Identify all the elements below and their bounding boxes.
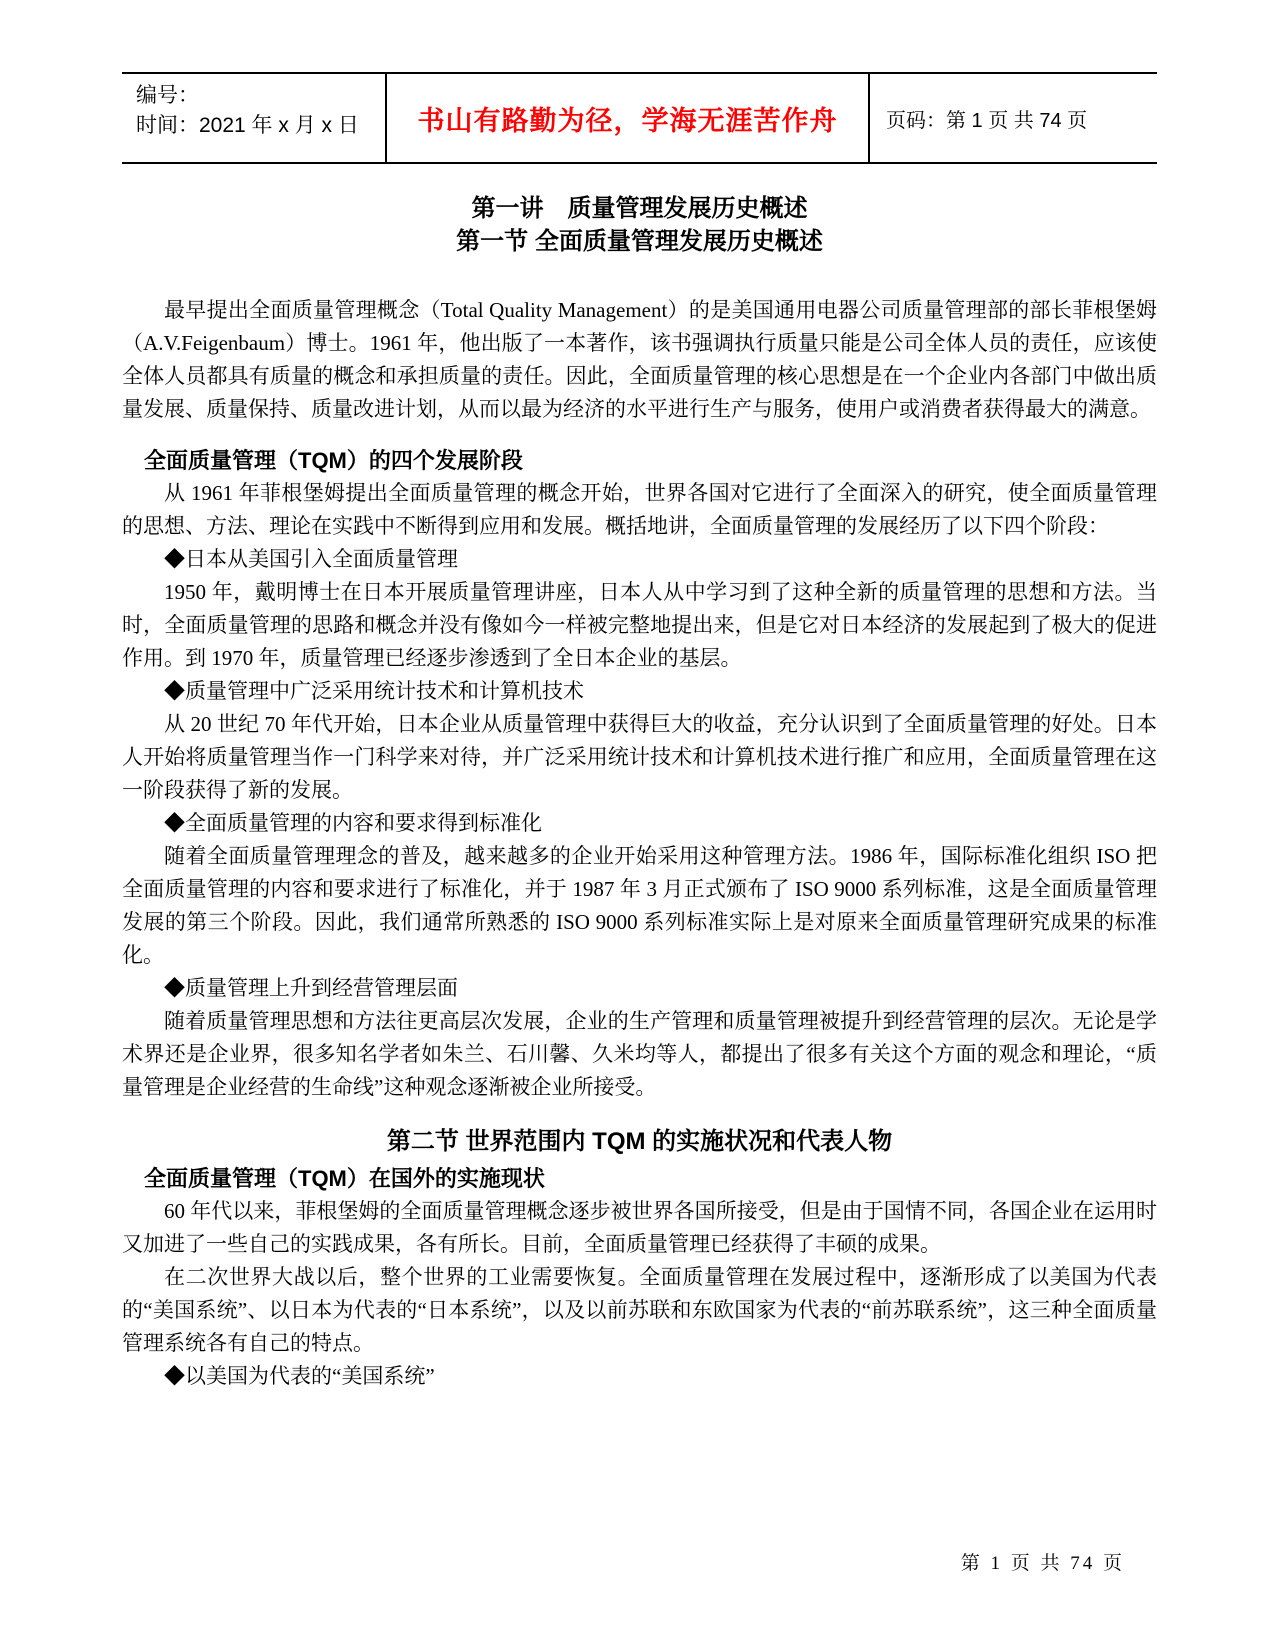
paragraph: 60 年代以来，菲根堡姆的全面质量管理概念逐步被世界各国所接受，但是由于国情不同，各国企业在运用时又加进了一些自己的实践成果，各有所长。目前，全面质量管理已经获得了丰硕的成果。 xyxy=(122,1199,1157,1256)
paragraph: 最早提出全面质量管理概念（Total Quality Management）的是美国通用电器公司质量管理部的部长菲根堡姆（A.V.Feigenbaum）博士。1961 年，他出版了一本著作，该书强调执行质量只能是公司全体人员的责任，应该使全体人员都具有质量的概念和承担质量的责任。因此，全面质量管理的核心思想是在一个企业内各部门中做出质量发展、质量保持、质量改进计划，从而以最为经济的水平进行生产与服务，使用户或消费者获得最大的满意。 xyxy=(122,298,1157,421)
page-number-label: 页码：第 1 页 共 74 页 xyxy=(886,109,1088,132)
paragraph: 从 20 世纪 70 年代开始，日本企业从质量管理中获得巨大的收益，充分认识到了全面质量管理的好处。日本人开始将质量管理当作一门科学来对待，并广泛采用统计技术和计算机技术进行推广和应用，全面质量管理在这一阶段获得了新的发展。 xyxy=(122,712,1157,802)
section-heading: 第二节 世界范围内 TQM 的实施状况和代表人物 xyxy=(386,1128,893,1155)
doc-title: 第一讲 质量管理发展历史概述 xyxy=(471,195,808,222)
document-body xyxy=(122,294,1157,1393)
bullet-item: ◆以美国为代表的“美国系统” xyxy=(164,1364,435,1388)
bullet-item: ◆全面质量管理的内容和要求得到标准化 xyxy=(164,811,542,835)
title-block xyxy=(122,192,1157,258)
paragraph: 从 1961 年菲根堡姆提出全面质量管理的概念开始，世界各国对它进行了全面深入的研究，使全面质量管理的思想、方法、理论在实践中不断得到应用和发展。概括地讲，全面质量管理的发展经历了以下四个阶段： xyxy=(122,481,1157,538)
header-cell-slogan xyxy=(385,74,870,162)
slogan-text: 书山有路勤为径，学海无涯苦作舟 xyxy=(417,105,838,136)
paragraph: 随着质量管理思想和方法往更高层次发展，企业的生产管理和质量管理被提升到经营管理的层次。无论是学术界还是企业界，很多知名学者如朱兰、石川馨、久米均等人，都提出了很多有关这个方面的观念和理论，“质量管理是企业经营的生命线”这种观念逐渐被企业所接受。 xyxy=(122,1009,1157,1099)
blank-line xyxy=(122,1104,1157,1122)
doc-number-label: 编号： xyxy=(136,84,199,107)
footer-page-info: 第 1 页 共 74 页 xyxy=(960,1553,1125,1574)
paragraph: 1950 年，戴明博士在日本开展质量管理讲座，日本人从中学习到了这种全新的质量管理的思想和方法。当时，全面质量管理的思路和概念并没有像如今一样被完整地提出来，但是它对日本经济的发展起到了极大的促进作用。到 1970 年，质量管理已经逐步渗透到了全日本企业的基层。 xyxy=(122,580,1157,670)
doc-time-label: 时间：2021 年 x 月 x 日 xyxy=(136,114,359,137)
bullet-item: ◆质量管理中广泛采用统计技术和计算机技术 xyxy=(164,679,584,703)
sub-heading: 全面质量管理（TQM）在国外的实施现状 xyxy=(144,1166,545,1191)
bullet-item: ◆日本从美国引入全面质量管理 xyxy=(164,547,458,571)
paragraph: 随着全面质量管理理念的普及，越来越多的企业开始采用这种管理方法。1986 年，国际标准化组织 ISO 把全面质量管理的内容和要求进行了标准化，并于 1987 年 3 月正式颁布了 ISO 9000 系列标准，这是全面质量管理发展的第三个阶段。因此，我们通常所熟悉的 ISO 9000 系列标准实际上是对原来全面质量管理研究成果的标准化。 xyxy=(122,844,1157,967)
header-table xyxy=(122,72,1157,164)
blank-line xyxy=(122,426,1157,444)
paragraph: 在二次世界大战以后，整个世界的工业需要恢复。全面质量管理在发展过程中，逐渐形成了以美国为代表的“美国系统”、以日本为代表的“日本系统”，以及以前苏联和东欧国家为代表的“前苏联系统”，这三种全面质量管理系统各有自己的特点。 xyxy=(122,1265,1157,1355)
header-cell-page xyxy=(870,74,1157,162)
doc-subtitle: 第一节 全面质量管理发展历史概述 xyxy=(456,228,823,255)
bullet-item: ◆质量管理上升到经营管理层面 xyxy=(164,976,458,1000)
header-cell-meta xyxy=(122,74,385,162)
sub-heading: 全面质量管理（TQM）的四个发展阶段 xyxy=(144,448,523,473)
